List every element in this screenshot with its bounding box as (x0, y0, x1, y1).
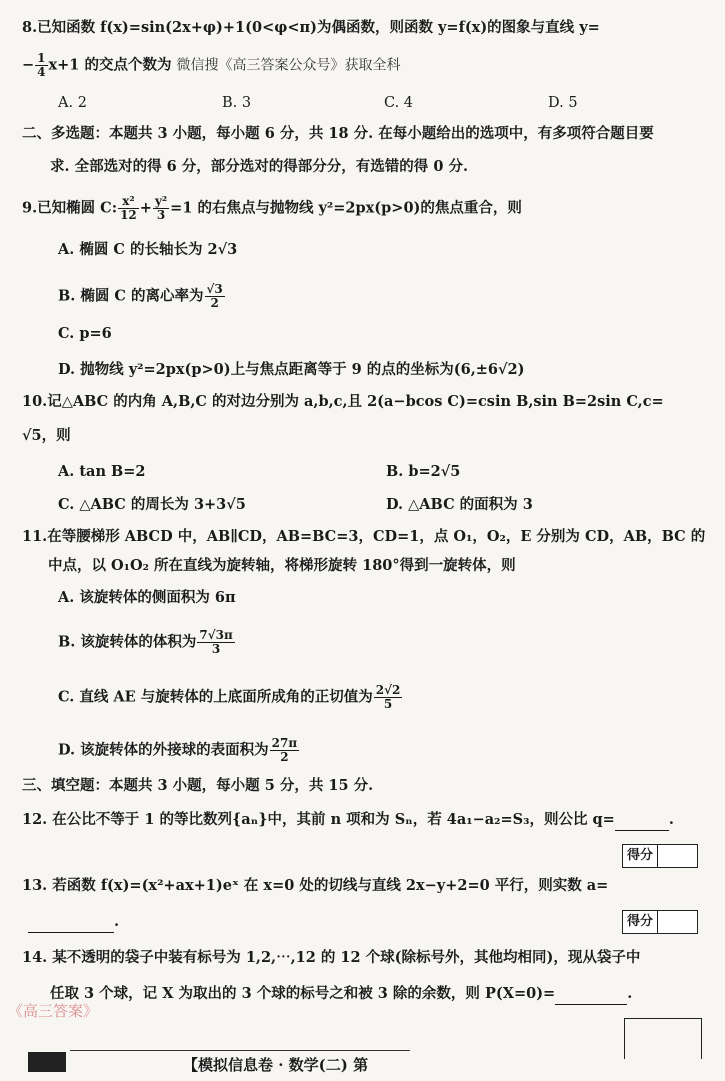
q8-fraction (35, 52, 47, 79)
section2-heading-line2: 求. 全部选对的得 6 分，部分选对的得部分分，有选错的得 0 分. (50, 158, 469, 175)
q13-answer-blank[interactable] (28, 912, 114, 933)
q9-frac-y-den: 3 (156, 208, 166, 222)
q8-watermark: 微信搜《高三答案公众号》获取全科 (176, 57, 401, 74)
q9-frac-y (153, 195, 169, 222)
q13-score-box[interactable] (622, 910, 698, 934)
q11-option-d-frac (270, 737, 299, 764)
q13-stem-line2 (28, 912, 119, 933)
q13-stem-line1: 13. 若函数 f(x)=(x²+ax+1)eˣ 在 x=0 处的切线与直线 2x−y+2=0 平行，则实数 a= (22, 877, 609, 894)
q8-option-d: D. 5 (548, 95, 578, 111)
q8-stem-line1: 8.已知函数 f(x)=sin(2x+φ)+1(0<φ<π)为偶函数，则函数 y=f(x)的图象与直线 y= (22, 19, 600, 36)
q9-option-b-frac (205, 283, 225, 310)
q12-tail: . (668, 811, 674, 828)
q8-frac-num: 1 (37, 51, 46, 65)
q8-minus: − (22, 56, 35, 74)
q14-text: 任取 3 个球，记 X 为取出的 3 个球的标号之和被 3 除的余数，则 P(X=0)= (50, 985, 556, 1002)
q10-option-c: C. △ABC 的周长为 3+3√5 (58, 496, 246, 513)
q14-stem-line2 (50, 984, 632, 1005)
q9-stem (22, 195, 522, 222)
section2-heading-line1: 二、多选题：本题共 3 小题，每小题 6 分，共 18 分. 在每小题给出的选项中，有多项符合题目要 (22, 125, 654, 142)
q9-option-c: C. p=6 (58, 325, 112, 342)
q9-pre: 9.已知椭圆 C: (22, 199, 118, 217)
q12-answer-blank[interactable] (615, 810, 669, 831)
section3-heading: 三、填空题：本题共 3 小题，每小题 5 分，共 15 分. (22, 777, 374, 794)
q9-plus: + (139, 199, 152, 217)
q10-option-a: A. tan B=2 (58, 463, 146, 480)
q9-option-b-den: 2 (210, 296, 219, 310)
q8-line2-text: x+1 的交点个数为 (48, 56, 172, 74)
q9-frac-y-num: y² (154, 194, 168, 208)
q9-option-b (58, 283, 226, 310)
q10-option-d: D. △ABC 的面积为 3 (386, 496, 533, 513)
q10-stem-line1: 10.记△ABC 的内角 A,B,C 的对边分别为 a,b,c,且 2(a−bcos C)=csin B,sin B=2sin C,c= (22, 393, 664, 410)
q10-option-b: B. b=2√5 (386, 463, 461, 480)
q9-frac-x-den: 12 (120, 208, 137, 222)
q11-option-b-num: 7√3π (199, 628, 233, 642)
q11-option-b (58, 629, 236, 656)
bottom-watermark: 《高三答案》 (8, 1002, 99, 1020)
q9-post: =1 的右焦点与抛物线 y²=2px(p>0)的焦点重合，则 (170, 199, 522, 217)
q8-stem-line2 (22, 52, 401, 79)
q8-option-c: C. 4 (384, 95, 414, 111)
q10-stem-line2: √5，则 (22, 427, 71, 444)
footer-black-bar (28, 1052, 66, 1072)
q11-stem-line2: 中点，以 O₁O₂ 所在直线为旋转轴，将梯形旋转 180°得到一旋转体，则 (48, 557, 516, 574)
q12-stem (22, 810, 674, 831)
q8-option-a: A. 2 (58, 95, 87, 111)
q12-score-label: 得分 (623, 845, 658, 867)
q12-text: 12. 在公比不等于 1 的等比数列{aₙ}中，其前 n 项和为 Sₙ，若 4a₁−a₂=S₃，则公比 q= (22, 811, 615, 828)
q11-option-c (58, 684, 403, 711)
q13-score-label: 得分 (623, 911, 658, 933)
q11-option-b-text: B. 该旋转体的体积为 (58, 633, 197, 651)
q12-score-box[interactable] (622, 844, 698, 868)
q11-option-c-frac (374, 684, 403, 711)
q11-option-a: A. 该旋转体的侧面积为 6π (58, 589, 236, 606)
q8-option-b: B. 3 (222, 95, 252, 111)
q11-option-d-den: 2 (280, 750, 289, 764)
q8-frac-den: 4 (37, 65, 46, 79)
footer-title: 【模拟信息卷 · 数学(二) 第 (183, 1056, 369, 1074)
q11-option-c-num: 2√2 (375, 683, 401, 697)
q11-option-d (58, 737, 300, 764)
q9-option-d: D. 抛物线 y²=2px(p>0)上与焦点距离等于 9 的点的坐标为(6,±6√2) (58, 361, 525, 378)
q9-option-b-text: B. 椭圆 C 的离心率为 (58, 287, 204, 305)
q11-option-b-den: 3 (211, 642, 221, 656)
q11-option-c-text: C. 直线 AE 与旋转体的上底面所成角的正切值为 (58, 688, 373, 706)
q11-stem-line1: 11.在等腰梯形 ABCD 中，AB∥CD，AB=BC=3，CD=1，点 O₁，O₂，E 分别为 CD，AB，BC 的 (22, 528, 706, 545)
q14-answer-blank[interactable] (555, 984, 627, 1005)
q11-option-c-den: 5 (383, 697, 393, 711)
q11-option-d-num: 27π (271, 736, 298, 750)
q9-option-b-num: √3 (206, 282, 223, 296)
q11-option-b-frac (197, 629, 234, 656)
footer-rule (70, 1050, 410, 1051)
q14-score-box-partial[interactable] (624, 1018, 702, 1059)
q14-tail: . (627, 985, 633, 1002)
q11-option-d-text: D. 该旋转体的外接球的表面积为 (58, 741, 269, 759)
q13-tail: . (114, 913, 120, 930)
q14-stem-line1: 14. 某不透明的袋子中装有标号为 1,2,⋯,12 的 12 个球(除标号外，其他均相同)，现从袋子中 (22, 949, 641, 966)
q9-option-a: A. 椭圆 C 的长轴长为 2√3 (58, 241, 238, 258)
q9-frac-x-num: x² (118, 195, 139, 209)
q9-frac-x (118, 195, 139, 222)
